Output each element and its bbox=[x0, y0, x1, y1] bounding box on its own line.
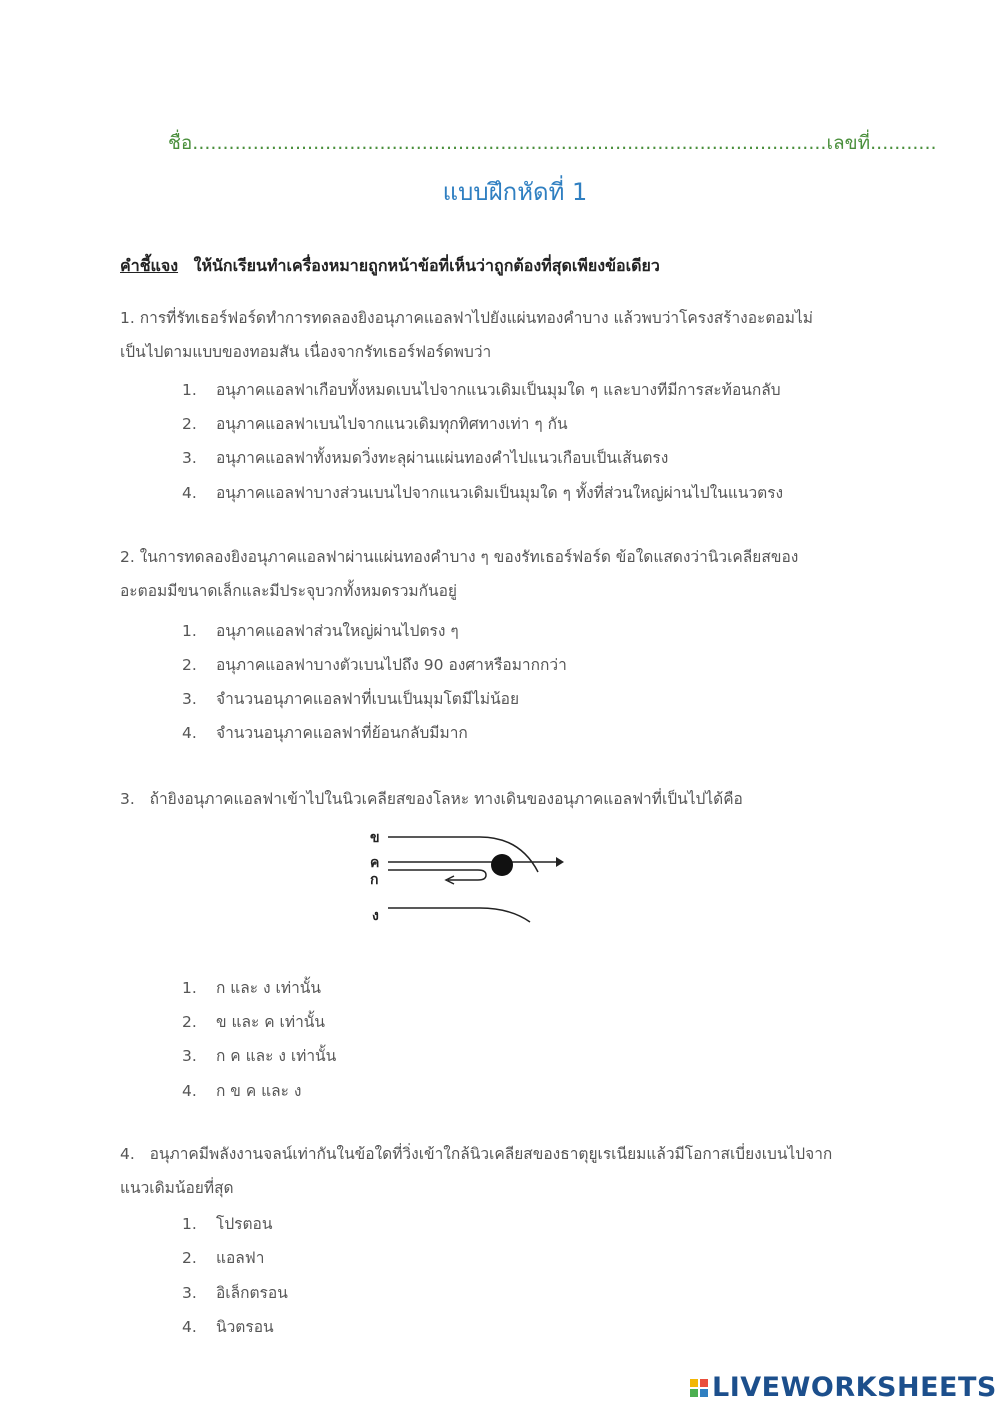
path-ngo bbox=[388, 908, 530, 922]
question-2-line1: 2. ในการทดลองยิงอนุภาคแอลฟาผ่านแผ่นทองคำบาง ๆ ของรัทเธอร์ฟอร์ด ข้อใดแสดงว่านิวเคลียสของ bbox=[120, 548, 799, 566]
logo-cube-icon bbox=[690, 1379, 708, 1397]
liveworksheets-logo[interactable] bbox=[690, 1372, 997, 1403]
logo-text: LIVEWORKSHEETS bbox=[712, 1372, 997, 1403]
q4-option-3[interactable]: 3. อิเล็กตรอน bbox=[182, 1284, 288, 1302]
instruction bbox=[120, 254, 660, 279]
q4-option-4[interactable]: 4. นิวตรอน bbox=[182, 1318, 274, 1336]
instruction-text: ให้นักเรียนทำเครื่องหมายถูกหน้าข้อที่เห็นว่าถูกต้องที่สุดเพียงข้อเดียว bbox=[193, 256, 660, 275]
diagram-label-ko: ก bbox=[370, 872, 379, 888]
q1-option-2[interactable]: 2. อนุภาคแอลฟาเบนไปจากแนวเดิมทุกทิศทางเท่า ๆ กัน bbox=[182, 415, 568, 433]
q1-option-1[interactable]: 1. อนุภาคแอลฟาเกือบทั้งหมดเบนไปจากแนวเดิมเป็นมุมใด ๆ และบางทีมีการสะท้อนกลับ bbox=[182, 381, 781, 399]
path-ko bbox=[388, 870, 486, 880]
question-1-line2: เป็นไปตามแบบของทอมสัน เนื่องจากรัทเธอร์ฟอร์ดพบว่า bbox=[120, 343, 492, 361]
question-1 bbox=[120, 301, 860, 369]
q4-option-1[interactable]: 1. โปรตอน bbox=[182, 1215, 273, 1233]
name-number-line: ชื่อ.........................................................................................................เลขที่........... bbox=[168, 132, 937, 154]
diagram-label-ngo: ง bbox=[372, 908, 379, 924]
diagram-label-kho: ข bbox=[370, 830, 380, 846]
q3-option-1[interactable]: 1. ก และ ง เท่านั้น bbox=[182, 979, 321, 997]
q3-option-2[interactable]: 2. ข และ ค เท่านั้น bbox=[182, 1013, 325, 1031]
question-4 bbox=[120, 1137, 860, 1205]
alpha-path-diagram bbox=[360, 822, 580, 932]
q2-option-3[interactable]: 3. จำนวนอนุภาคแอลฟาที่เบนเป็นมุมโตมีไม่น้อย bbox=[182, 690, 520, 708]
question-1-line1: 1. การที่รัทเธอร์ฟอร์ดทำการทดลองยิงอนุภาคแอลฟาไปยังแผ่นทองคำบาง แล้วพบว่าโครงสร้างอะตอมไม่ bbox=[120, 309, 813, 327]
path-kho bbox=[388, 837, 538, 872]
question-3-line1: 3. ถ้ายิงอนุภาคแอลฟาเข้าไปในนิวเคลียสของโลหะ ทางเดินของอนุภาคแอลฟาที่เป็นไปได้คือ bbox=[120, 790, 743, 808]
q1-option-3[interactable]: 3. อนุภาคแอลฟาทั้งหมดวิ่งทะลุผ่านแผ่นทองคำไปแนวเกือบเป็นเส้นตรง bbox=[182, 449, 669, 467]
instruction-label: คำชี้แจง bbox=[120, 256, 179, 275]
q2-option-2[interactable]: 2. อนุภาคแอลฟาบางตัวเบนไปถึง 90 องศาหรือมากกว่า bbox=[182, 656, 567, 674]
diagram-label-kho-khwai: ค bbox=[370, 855, 380, 871]
nucleus bbox=[491, 854, 513, 876]
q2-option-1[interactable]: 1. อนุภาคแอลฟาส่วนใหญ่ผ่านไปตรง ๆ bbox=[182, 622, 459, 640]
question-2-line2: อะตอมมีขนาดเล็กและมีประจุบวกทั้งหมดรวมกันอยู่ bbox=[120, 582, 458, 600]
q2-option-4[interactable]: 4. จำนวนอนุภาคแอลฟาที่ย้อนกลับมีมาก bbox=[182, 724, 468, 742]
question-2 bbox=[120, 540, 860, 608]
page-title: แบบฝึกหัดที่ 1 bbox=[442, 178, 588, 206]
q3-option-4[interactable]: 4. ก ข ค และ ง bbox=[182, 1082, 302, 1100]
arrow-head-icon bbox=[556, 857, 564, 867]
q3-option-3[interactable]: 3. ก ค และ ง เท่านั้น bbox=[182, 1047, 337, 1065]
q4-option-2[interactable]: 2. แอลฟา bbox=[182, 1249, 265, 1267]
question-3 bbox=[120, 782, 860, 816]
question-4-line2: แนวเดิมน้อยที่สุด bbox=[120, 1179, 234, 1197]
q1-option-4[interactable]: 4. อนุภาคแอลฟาบางส่วนเบนไปจากแนวเดิมเป็นมุมใด ๆ ทั้งที่ส่วนใหญ่ผ่านไปในแนวตรง bbox=[182, 484, 784, 502]
question-4-line1: 4. อนุภาคมีพลังงานจลน์เท่ากันในข้อใดที่วิ่งเข้าใกล้นิวเคลียสของธาตุยูเรเนียมแล้วมีโอกาสเบี่ยงเบนไปจาก bbox=[120, 1145, 833, 1163]
